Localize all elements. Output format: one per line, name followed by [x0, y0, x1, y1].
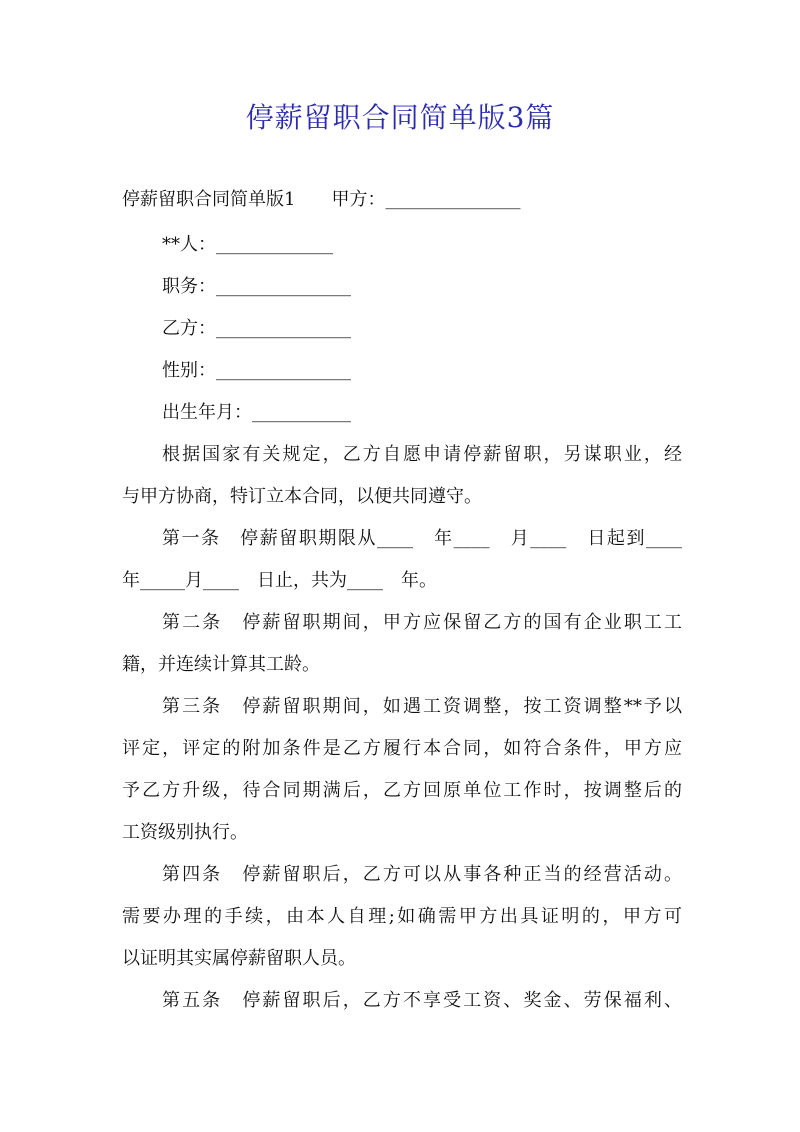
- field-representative: **人：_____________: [162, 234, 333, 255]
- article-4-line-2: 需要办理的手续，由本人自理;如确需甲方出具证明的，甲方可: [122, 906, 682, 927]
- article-4-line-3: 以证明其实属停薪留职人员。: [122, 948, 356, 969]
- field-birth-date: 出生年月：___________: [162, 402, 351, 423]
- article-1-line-2: 年_____月____ 日止，共为____ 年。: [122, 570, 437, 591]
- contract-heading-party-a: 停薪留职合同简单版1 甲方：_______________: [122, 189, 521, 210]
- article-3-line-1: 第三条 停薪留职期间，如遇工资调整，按工资调整**予以: [162, 696, 682, 717]
- article-3-line-4: 工资级别执行。: [122, 822, 248, 843]
- field-party-b: 乙方：_______________: [162, 318, 351, 339]
- field-gender: 性别：_______________: [162, 360, 351, 381]
- article-3-line-2: 评定，评定的附加条件是乙方履行本合同，如符合条件，甲方应: [122, 738, 682, 759]
- preamble-line-1: 根据国家有关规定，乙方自愿申请停薪留职，另谋职业，经: [162, 444, 682, 465]
- field-position: 职务：_______________: [162, 276, 351, 297]
- article-5-line-1: 第五条 停薪留职后，乙方不享受工资、奖金、劳保福利、: [162, 990, 682, 1011]
- document-title: 停薪留职合同简单版3篇: [245, 101, 555, 134]
- article-3-line-3: 予乙方升级，待合同期满后，乙方回原单位工作时，按调整后的: [122, 780, 682, 801]
- article-1-line-1: 第一条 停薪留职期限从____ 年____ 月____ 日起到____: [162, 528, 682, 549]
- article-2-line-2: 籍，并连续计算其工龄。: [122, 654, 320, 675]
- article-4-line-1: 第四条 停薪留职后，乙方可以从事各种正当的经营活动。: [162, 864, 682, 885]
- article-2-line-1: 第二条 停薪留职期间，甲方应保留乙方的国有企业职工工: [162, 612, 682, 633]
- preamble-line-2: 与甲方协商，特订立本合同，以便共同遵守。: [122, 486, 482, 507]
